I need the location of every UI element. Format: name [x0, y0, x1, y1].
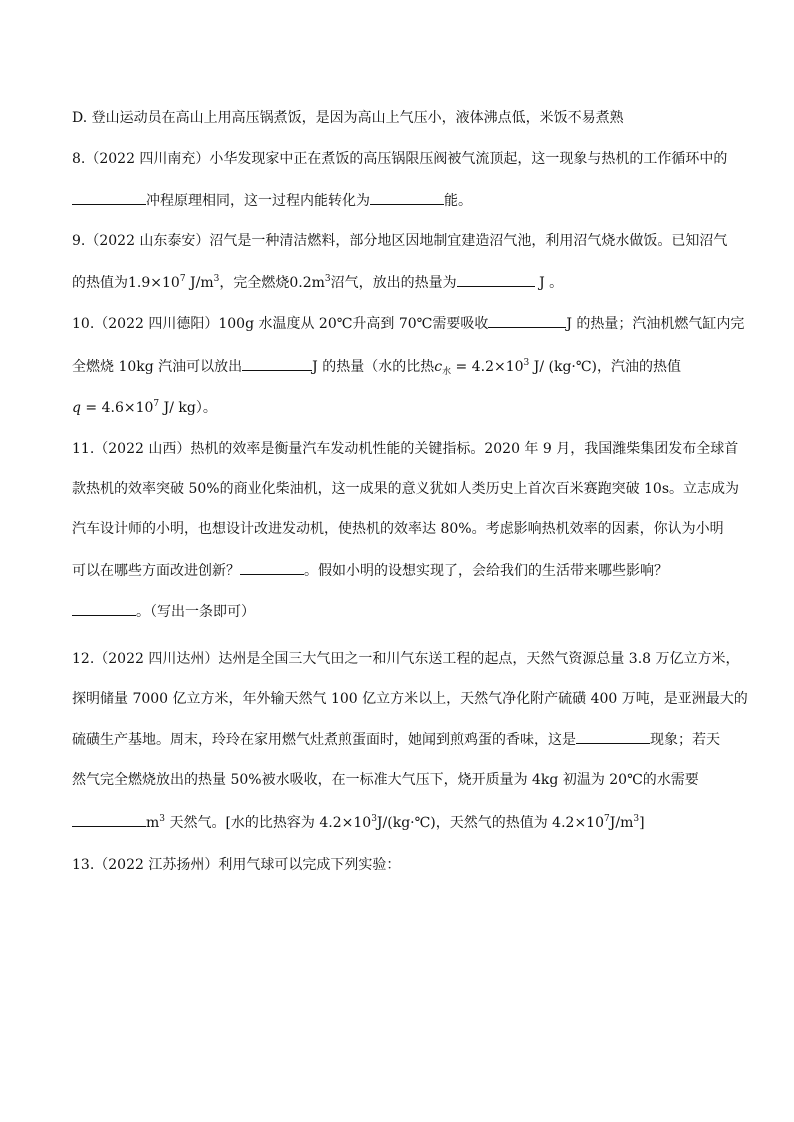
question-9-text: J 。 — [534, 275, 564, 291]
question-12-text: 硫磺生产基地。周末，玲玲在家用燃气灶煮煎蛋面时，她闻到煎鸡蛋的香味，这是 — [72, 732, 576, 748]
question-9-line-2 — [72, 272, 563, 293]
question-11-line-1 — [72, 439, 738, 459]
answer-blank[interactable] — [72, 601, 136, 616]
question-9-text: ，完全燃烧 — [219, 275, 290, 291]
answer-blank[interactable] — [242, 356, 312, 371]
question-12-text: 现象；若天 — [650, 732, 720, 748]
question-13-line-1 — [72, 855, 400, 875]
answer-blank[interactable] — [576, 729, 650, 744]
question-11-text: 汽车设计师的小明，也想设计改进发动机，使热机的效率达 80%。考虑影响热机效率的因素，你认为小明 — [72, 521, 724, 537]
question-12-text: $m^3$ 天然气。[水的比热容为 $4.2\times 10^3J/(kg\cdot℃)$，天然气的热值为 $4.2\times 10^7J/m^3$] — [146, 814, 645, 831]
question-12-line-2 — [72, 689, 748, 709]
question-12-line-5 — [72, 812, 645, 833]
question-8-text: 8.（2022 四川南充）小华发现家中正在煮饭的高压锅限压阀被气流顶起，这一现象与热机的工作循环中的 — [72, 151, 728, 167]
question-8-text: 能。 — [444, 193, 472, 209]
question-11-text: 。假如小明的设想实现了，会给我们的生活带来哪些影响？ — [304, 563, 668, 579]
question-11-line-2 — [72, 479, 739, 499]
specific-heat-formula: $c_水 = 4.2\times 10^3$ J/ (kg·℃) — [434, 358, 597, 377]
question-8-text: 冲程原理相同，这一过程内能转化为 — [146, 193, 370, 209]
question-10-line-2 — [72, 356, 681, 377]
question-10-text: 全燃烧 10kg 汽油可以放出 — [72, 359, 243, 375]
question-12-line-4 — [72, 770, 699, 790]
answer-blank[interactable] — [370, 190, 444, 205]
answer-blank[interactable] — [457, 272, 535, 287]
volume-formula: $0.2m^3$ — [289, 274, 331, 291]
heat-value-formula: $1.9\times 10^7$ $J/m^3$ — [128, 274, 220, 291]
question-10-text: J 的热量；汽油机燃气缸内完 — [566, 316, 745, 332]
question-10-text: 10.（2022 四川德阳）100g 水温度从 20℃升高到 70℃需要吸收 — [72, 316, 489, 332]
heat-value-formula: $q = 4.6\times 10^7$ J/ kg — [72, 399, 196, 416]
question-13-text: 13.（2022 江苏扬州）利用气球可以完成下列实验： — [72, 857, 401, 873]
question-11-text: 款热机的效率突破 50%的商业化柴油机，这一成果的意义犹如人类历史上首次百米赛跑突破 10s。立志成为 — [72, 481, 740, 497]
question-10-line-1 — [72, 313, 744, 334]
question-9-text: 沼气，放出的热量为 — [330, 275, 457, 291]
question-12-text: 12.（2022 四川达州）达州是全国三大气田之一和川气东送工程的起点，天然气资源总量 3.8 万亿立方米， — [72, 651, 740, 667]
answer-blank[interactable] — [72, 812, 146, 827]
question-12-line-1 — [72, 649, 740, 669]
question-10-text: ）。 — [195, 400, 217, 416]
question-11-line-4 — [72, 560, 668, 581]
question-11-text: 11.（2022 山西）热机的效率是衡量汽车发动机性能的关键指标。2020 年 9 月，我国潍柴集团发布全球首 — [72, 441, 739, 457]
question-10-text: J 的热量（水的比热 — [312, 359, 435, 375]
question-12-text: 探明储量 7000 亿立方米，年外输天然气 100 亿立方米以上，天然气净化附产硫磺 400 万吨，是亚洲最大的 — [72, 691, 748, 707]
option-d-text: D. 登山运动员在高山上用高压锅煮饭，是因为高山上气压小，液体沸点低，米饭不易煮熟 — [72, 110, 624, 126]
question-12-text: 然气完全燃烧放出的热量 50%被水吸收，在一标准大气压下，烧开质量为 4kg 初温为 20℃的水需要 — [72, 772, 699, 788]
question-11-text: 可以在哪些方面改进创新？ — [72, 563, 240, 579]
question-11-line-3 — [72, 519, 724, 539]
question-10-text: ，汽油的热值 — [597, 359, 681, 375]
question-9-line-1 — [72, 231, 727, 251]
answer-blank[interactable] — [488, 313, 566, 328]
question-10-line-3 — [72, 398, 217, 418]
question-9-text: 9.（2022 山东泰安）沼气是一种清洁燃料，部分地区因地制宜建造沼气池，利用沼气烧水做饭。已知沼气 — [72, 233, 728, 249]
option-d — [72, 108, 624, 128]
question-11-text: 。（写出一条即可） — [136, 604, 255, 620]
question-9-text: 的热值为 — [72, 275, 128, 291]
answer-blank[interactable] — [72, 190, 146, 205]
question-8-line-2 — [72, 190, 472, 211]
question-8-line-1 — [72, 149, 727, 169]
question-12-line-3 — [72, 729, 720, 750]
question-11-line-5 — [72, 601, 255, 622]
answer-blank[interactable] — [240, 560, 304, 575]
